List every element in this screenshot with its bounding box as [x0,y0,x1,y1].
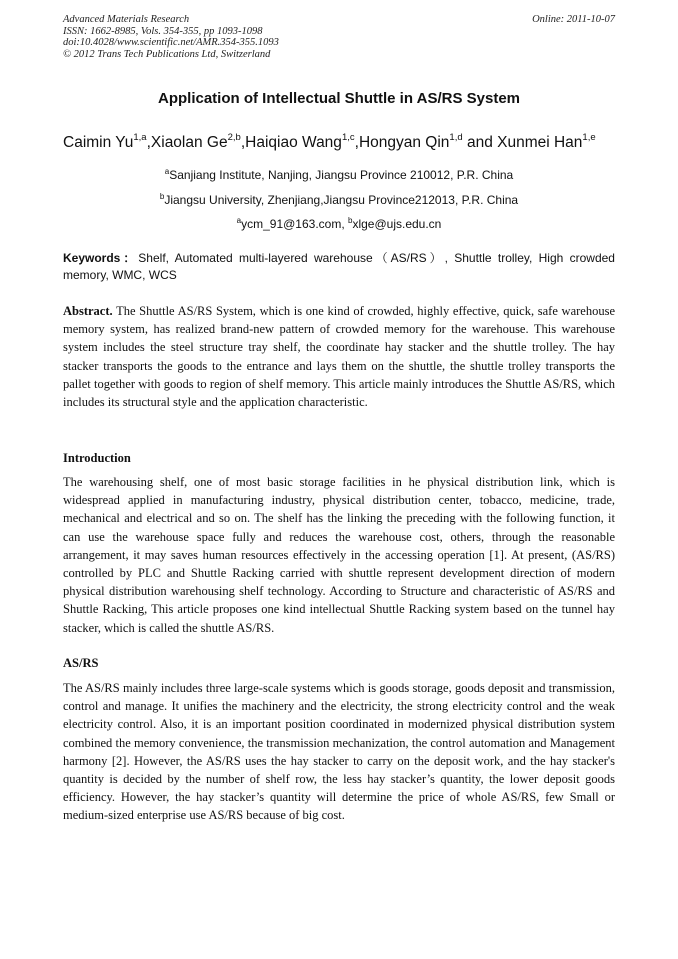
introduction-heading: Introduction [63,451,131,465]
author-affiliation-mark: 1,e [582,132,596,143]
paper-title: Application of Intellectual Shuttle in AS/RS System [158,90,520,107]
author-affiliation-mark: 2,b [227,132,241,143]
email-mark: b [348,216,353,225]
author-separator: and [462,134,498,151]
author-separator: , [354,134,359,151]
affiliation-text: Sanjiang Institute, Nanjing, Jiangsu Province 210012, P.R. China [169,168,514,182]
author-separator: , [146,134,151,151]
email-text: xlge@ujs.edu.cn [352,217,442,231]
affiliation-mark: b [159,192,165,201]
affiliation-text: Jiangsu University, Zhenjiang,Jiangsu Province212013, P.R. China [164,193,519,207]
abstract-section [63,302,615,411]
journal-copyright: © 2012 Trans Tech Publications Ltd, Switzerland [63,48,271,60]
keywords-label: Keywords： [63,251,139,265]
online-date: Online: 2011-10-07 [532,14,615,25]
abstract-text: The Shuttle AS/RS System, which is one kind of crowded, highly effective, quick, safe warehouse memory system, has realized brand-new pattern of crowded memory for the warehouse. This warehouse system includes the steel structure tray shelf, the coordinate hay stacker and the shuttle trolley. The hay stacker transports the goods to the entrance and lays them on the shuttle, the shuttle trolley transports the pallet together with goods to region of shelf memory. This article mainly introduces the Shuttle AS/RS, which includes its structural style and the application characteristic. [63,304,615,410]
journal-issn: ISSN: 1662-8985, Vols. 354-355, pp 1093-1098 [63,25,263,37]
author-affiliation-mark: 1,a [133,132,147,143]
affiliation-2 [0,192,678,207]
asrs-heading: AS/RS [63,656,99,670]
author-name: Xunmei Han [497,134,583,151]
introduction-text: The warehousing shelf, one of most basic storage facilities in he physical distribution link, which is widespread applied in manufacturing industry, physical distribution center, tobacco, medicine, trade, mechanical and electrical and so on. The shelf has the linking the preceding with the following function, it can use the warehouse space fully and reduces the warehouse cost, others, through the reasonable arrangement, it may saves human resources effectively in the accessing operation [1]. At present, (AS/RS) controlled by PLC and Shuttle Racking carried with shuttle represent development direction of modern physical distribution warehousing shelf technology. According to Structure and characteristic of AS/RS and Shuttle Racking, This article proposes one kind intellectual Shuttle Racking system based on the tunnel hay stacker, which is called the shuttle AS/RS. [63,475,615,635]
author-name: Haiqiao Wang [245,134,342,151]
author-name: Hongyan Qin [358,134,450,151]
author-name: Xiaolan Ge [150,134,228,151]
abstract-label: Abstract. [63,304,113,318]
email-text: ycm_91@163.com, [241,217,348,231]
asrs-text: The AS/RS mainly includes three large-scale systems which is goods storage, goods deposit and transmission, control and manage. It unifies the machinery and the electricity, the strong electricity control and the weak electricity control. Also, it is an important position coordinated in modernized physical distribution system combined the memory convenience, the transmission mechanization, the control automation and Management harmony [2]. However, the AS/RS uses the hay stacker to carry on the deposit work, and the hay stacker's quantity is decided by the number of shelf row, the less hay stacker’s quantity, the lower deposit goods efficiency. However, the hay stacker’s quantity will determine the price of whole AS/RS, few Small or medium-sized enterprise use AS/RS because of big cost. [63,681,615,823]
author-affiliation-mark: 1,d [449,132,463,143]
author-affiliation-mark: 1,c [341,132,355,143]
journal-header [63,14,615,60]
email-mark: a [236,216,242,225]
author-list [63,132,623,152]
affiliation-1 [0,167,678,182]
journal-doi: doi:10.4028/www.scientific.net/AMR.354-355.1093 [63,37,279,49]
author-name: Caimin Yu [63,134,134,151]
keywords-text: Shelf, Automated multi-layered warehouse（AS/RS）, Shuttle trolley, High crowded memory, WMC, WCS [63,251,615,282]
author-emails [0,216,678,231]
author-separator: , [240,134,246,151]
keywords-section [63,250,615,284]
affiliation-mark: a [164,167,170,176]
journal-name: Advanced Materials Research [63,14,190,25]
